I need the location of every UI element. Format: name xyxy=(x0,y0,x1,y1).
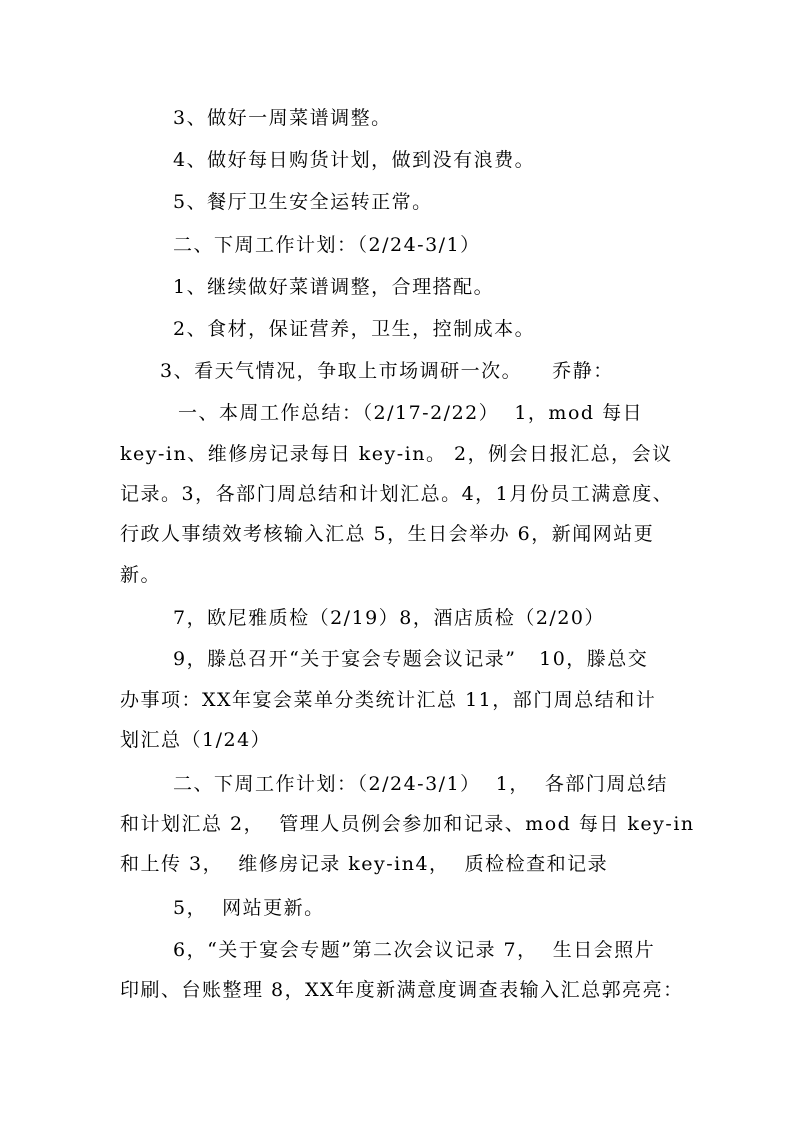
text-line: 5， 网站更新。 xyxy=(173,897,325,919)
text-line: 4、做好每日购货计划，做到没有浪费。 xyxy=(173,149,536,171)
text-line: 划汇总（1/24） xyxy=(120,729,272,751)
text-line: 行政人事绩效考核输入汇总 5，生日会举办 6，新闻网站更 xyxy=(120,523,655,545)
text-line: 1、继续做好菜谱调整，合理搭配。 xyxy=(173,276,495,298)
text-line: 2、食材，保证营养，卫生，控制成本。 xyxy=(173,318,536,340)
text-line: 7，欧尼雅质检（2/19）8，酒店质检（2/20） xyxy=(173,607,606,629)
text-line: 和上传 3， 维修房记录 key-in4， 质检检查和记录 xyxy=(120,853,609,875)
text-line: 3、看天气情况，争取上市场调研一次。 乔静： xyxy=(160,360,614,382)
text-line: 和计划汇总 2， 管理人员例会参加和记录、mod 每日 key-in xyxy=(120,813,695,835)
text-line: 3、做好一周菜谱调整。 xyxy=(173,107,392,129)
text-line: key-in、维修房记录每日 key-in。 2，例会日报汇总，会议 xyxy=(120,443,673,465)
text-line: 二、下周工作计划：（2/24-3/1） 1， 各部门周总结 xyxy=(173,773,668,795)
text-line: 9，滕总召开“关于宴会专题会议记录” 10，滕总交 xyxy=(173,648,649,670)
text-line: 记录。3，各部门周总结和计划汇总。4，1月份员工满意度、 xyxy=(120,483,674,505)
text-line: 新。 xyxy=(120,564,162,586)
text-line: 办事项：XX年宴会菜单分类统计汇总 11，部门周总结和计 xyxy=(120,689,657,711)
text-line: 一、本周工作总结：（2/17-2/22） 1，mod 每日 xyxy=(178,402,644,424)
text-line: 5、餐厅卫生安全运转正常。 xyxy=(173,191,433,213)
text-line: 二、下周工作计划：（2/24-3/1） xyxy=(173,234,481,256)
text-line: 印刷、台账整理 8，XX年度新满意度调查表输入汇总郭亮亮： xyxy=(120,979,684,1001)
text-line: 6，“关于宴会专题”第二次会议记录 7， 生日会照片 xyxy=(173,939,656,961)
